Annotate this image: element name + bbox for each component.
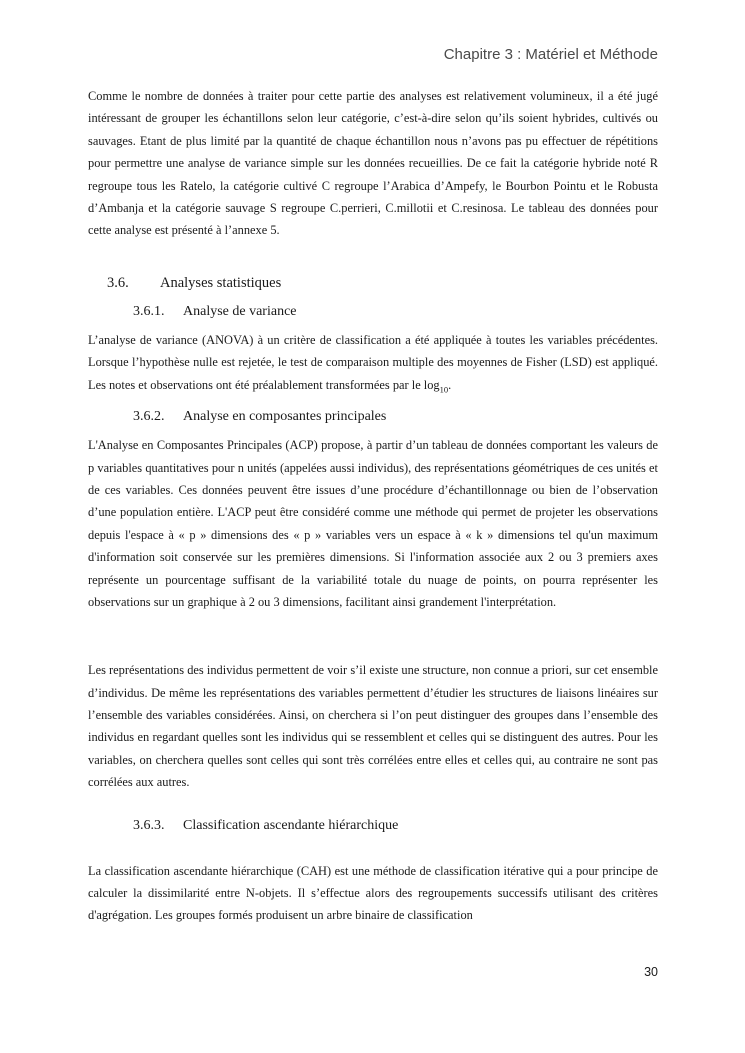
heading-3-6-1-number: 3.6.1. bbox=[133, 304, 165, 319]
page-number: 30 bbox=[644, 965, 658, 979]
heading-3-6-2-number: 3.6.2. bbox=[133, 409, 165, 425]
paragraph-anova-period: . bbox=[448, 377, 452, 392]
heading-3-6-2 bbox=[133, 407, 658, 427]
heading-3-6-number: 3.6. bbox=[107, 275, 129, 291]
heading-3-6-1 bbox=[133, 302, 658, 322]
paragraph-individuals: Les représentations des individus permettent de voir s’il existe une structure, non connue a priori, sur cet ensemble d’individus. De même les représentations des variables permettent d’étudier les structures de liaisons linéaires sur l’ensemble des variables considérées. Ainsi, on cherchera si l’on peut distinguer des groupes dans l’ensemble des individus en regardant quelles sont les individus qui se ressemblent et celles qui se distinguent des autres. Pour les variables, on cherchera quelles sont celles qui sont très corrélées entre elles et celles qui, au contraire ne sont pas corrélées aux autres. bbox=[88, 663, 658, 790]
paragraph-anova bbox=[88, 329, 658, 396]
heading-3-6-3-label: Classification ascendante hiérarchique bbox=[183, 817, 399, 833]
paragraph-intro: Comme le nombre de données à traiter pour cette partie des analyses est relativement volumineux, il a été jugé intéressant de grouper les échantillons selon leur catégorie, c’est-à-dire selon qu’ils soient hybrides, cultivés ou sauvages. Etant de plus limité par la quantité de chaque échantillon nous n’avons pas pu effectuer de répétitions pour permettre une analyse de variance simple sur les données recueillies. De ce fait la catégorie hybride noté R regroupe tous les Ratelo, la catégorie cultivé C regroupe l’Arabica d’Ampefy, le Bourbon Pointu et le Robusta d’Ambanja et la catégorie sauvage S regroupe C.perrieri, C.millotii et C.resinosa. Le tableau des données pour cette analyse est présenté à l’annexe 5. bbox=[88, 89, 658, 238]
paragraph-anova-text: L’analyse de variance (ANOVA) à un critère de classification a été appliquée à toutes les variables précédentes. Lorsque l’hypothèse nulle est rejetée, le test de comparaison multiple des moyennes de Fisher (LSD) est appliqué. Les notes et observations ont été préalablement transformées par le log bbox=[88, 333, 658, 392]
page-content bbox=[88, 85, 658, 927]
heading-3-6-3-number: 3.6.3. bbox=[133, 817, 165, 833]
running-header bbox=[88, 45, 658, 65]
paragraph-acp: L'Analyse en Composantes Principales (ACP) propose, à partir d’un tableau de données comportant les valeurs de p variables quantitatives pour n unités (appelées aussi individus), des représentations géométriques de ces unités et de ces variables. Ces données peuvent être issues d’une procédure d’échantillonnage ou bien de l’observation d’une population entière. L'ACP peut être considéré comme une méthode qui permet de projeter les observations depuis l'espace à « p » dimensions des « p » variables vers un espace à « k » dimensions tel qu'un maximum d'information soit conservée sur les premières dimensions. Si l'information associée aux 2 ou 3 premiers axes représente un pourcentage suffisant de la variabilité totale du nuage de points, on pourra représenter les observations sur un graphique à 2 ou 3 dimensions, facilitant ainsi grandement l'interprétation. bbox=[88, 438, 658, 610]
chapter-title: Chapitre 3 : Matériel et Méthode bbox=[443, 46, 658, 63]
heading-3-6-3 bbox=[133, 816, 658, 836]
heading-3-6-label: Analyses statistiques bbox=[160, 275, 282, 291]
heading-3-6-2-label: Analyse en composantes principales bbox=[183, 409, 387, 425]
heading-3-6 bbox=[107, 273, 658, 293]
log-subscript: 10 bbox=[439, 384, 449, 395]
heading-3-6-1-label: Analyse de variance bbox=[183, 304, 297, 319]
paragraph-cah: La classification ascendante hiérarchique (CAH) est une méthode de classification itérative qui a pour principe de calculer la dissimilarité entre N-objets. Il s’effectue alors des regroupements successifs utilisant des critères d'agrégation. Les groupes formés produisent un arbre binaire de classification bbox=[88, 863, 658, 923]
